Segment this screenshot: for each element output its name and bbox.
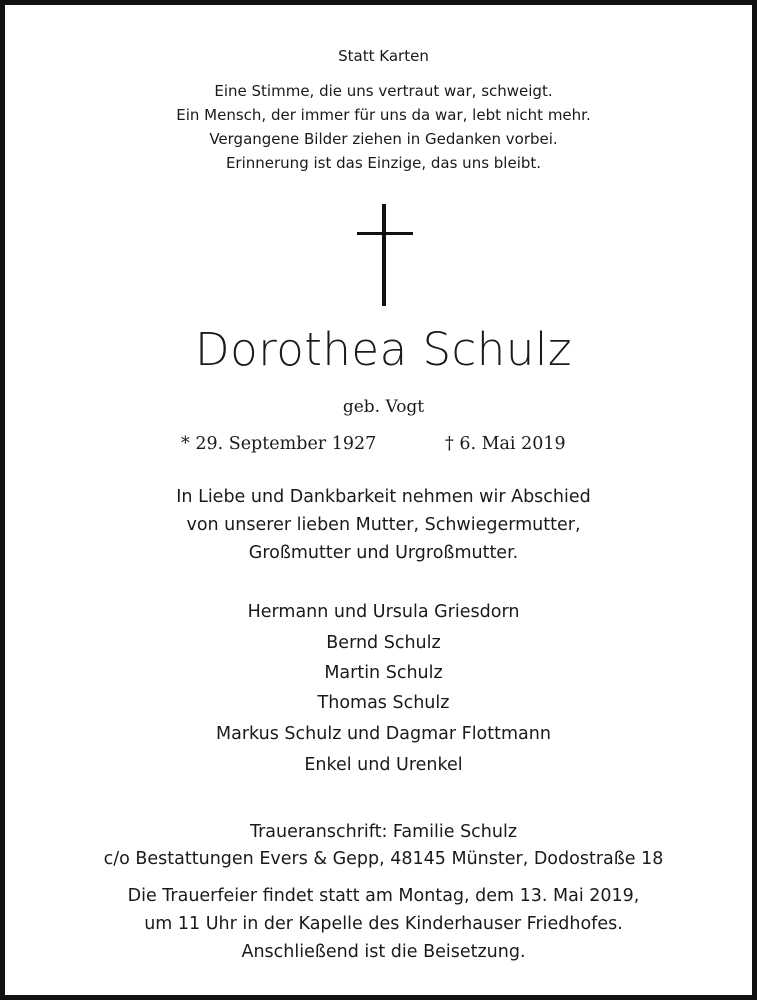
- mourner-6: Enkel und Urenkel: [304, 755, 463, 775]
- notice-header: Statt Karten: [338, 47, 429, 65]
- poem-line-2: Ein Mensch, der immer für uns da war, lebt nicht mehr.: [176, 106, 591, 124]
- farewell-line-3: Großmutter und Urgroßmutter.: [248, 543, 519, 563]
- birth-name: geb. Vogt: [342, 397, 425, 417]
- ceremony-line-1: Die Trauerfeier findet statt am Montag, dem 13. Mai 2019,: [127, 886, 640, 906]
- poem-line-3: Vergangene Bilder ziehen in Gedanken vorbei.: [209, 130, 558, 148]
- address-line-1: Traueranschrift: Familie Schulz: [249, 822, 518, 842]
- mourner-5: Markus Schulz und Dagmar Flottmann: [216, 724, 551, 744]
- poem-line-1: Eine Stimme, die uns vertraut war, schweigt.: [214, 82, 553, 100]
- death-date: † 6. Mai 2019: [445, 434, 566, 454]
- poem-line-4: Erinnerung ist das Einzige, das uns bleibt.: [225, 154, 542, 172]
- birth-date: * 29. September 1927: [181, 434, 377, 454]
- deceased-name: Dorothea Schulz: [195, 323, 572, 376]
- cross-icon: [357, 204, 413, 306]
- ceremony-line-2: um 11 Uhr in der Kapelle des Kinderhauser Friedhofes.: [144, 914, 623, 934]
- farewell-line-1: In Liebe und Dankbarkeit nehmen wir Abschied: [176, 487, 591, 507]
- address-line-2: c/o Bestattungen Evers & Gepp, 48145 Münster, Dodostraße 18: [103, 849, 664, 869]
- mourner-2: Bernd Schulz: [326, 633, 441, 653]
- mourner-1: Hermann und Ursula Griesdorn: [247, 602, 520, 622]
- farewell-line-2: von unserer lieben Mutter, Schwiegermutter,: [186, 515, 581, 535]
- mourner-3: Martin Schulz: [324, 663, 443, 683]
- mourner-4: Thomas Schulz: [317, 693, 450, 713]
- ceremony-line-3: Anschließend ist die Beisetzung.: [241, 942, 526, 962]
